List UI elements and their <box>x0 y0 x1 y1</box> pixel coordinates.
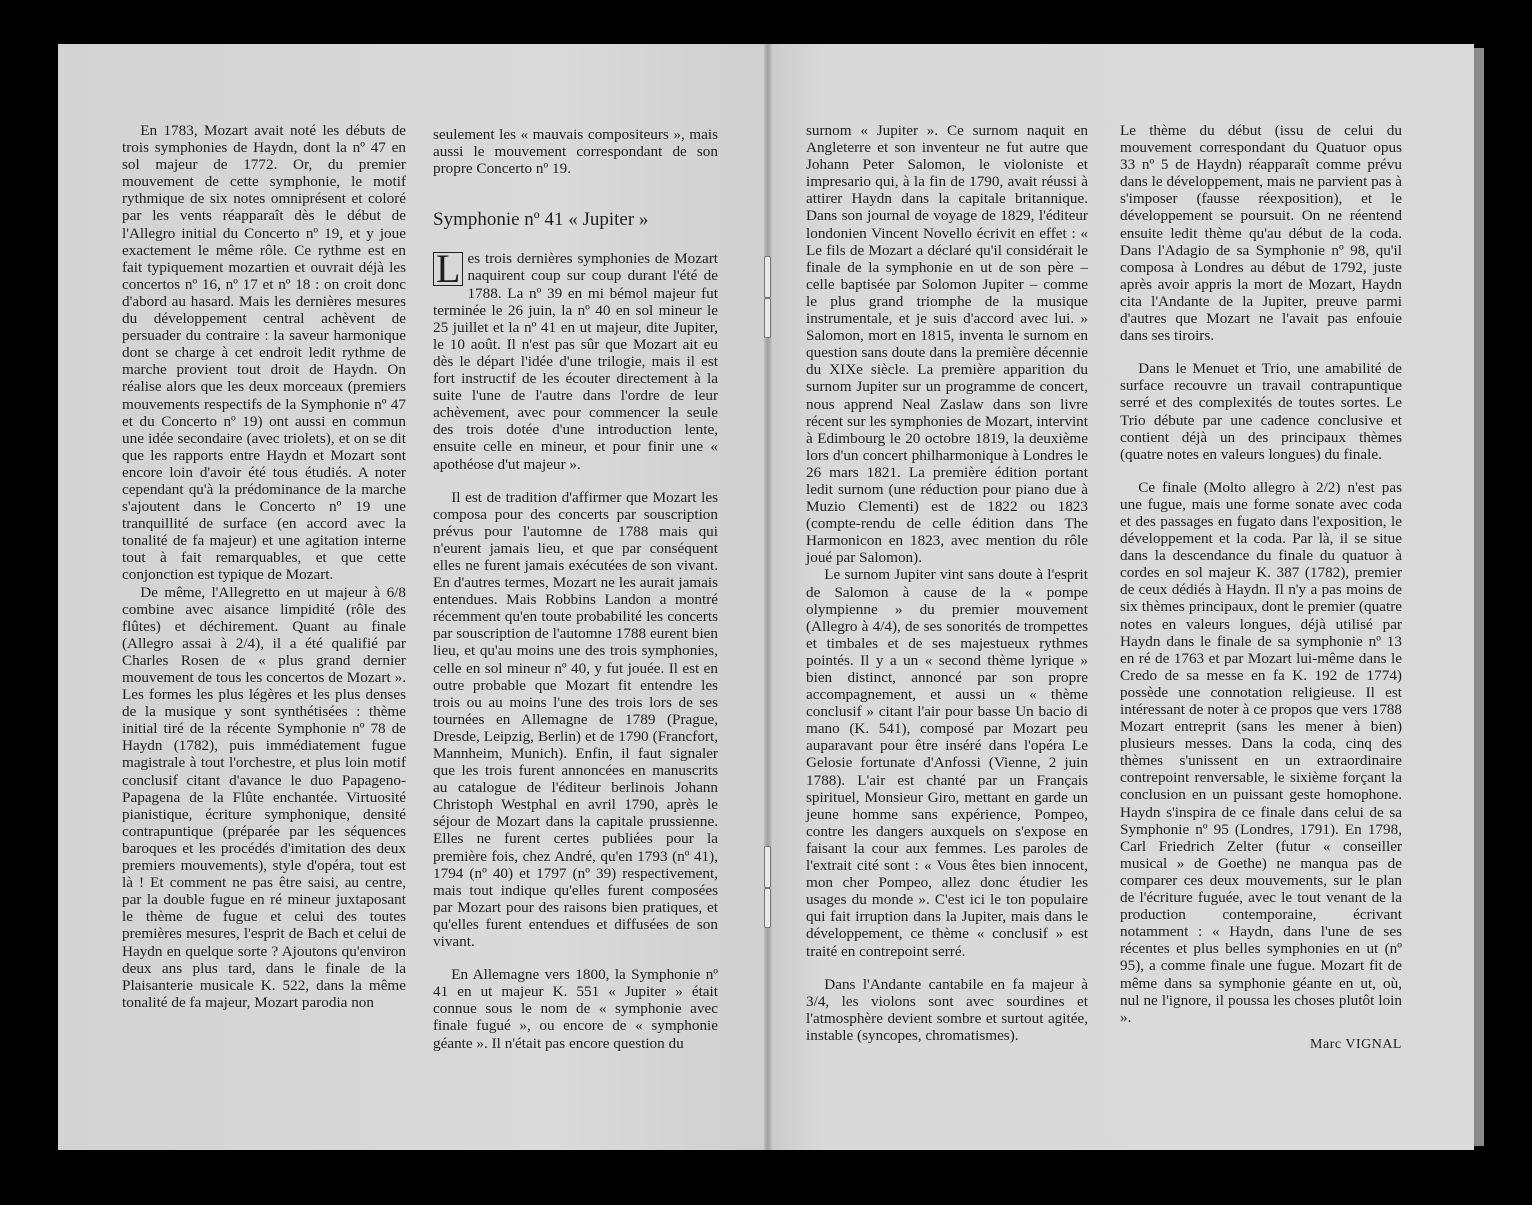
paragraph: surnom « Jupiter ». Ce surnom naquit en Angleterre et son inventeur ne fut autre que Johann Peter Salomon, le violoniste et impresario qui, à la fin de 1790, avait réussi à attirer Haydn dans la capitale britannique. Dans son journal de voyage de 1829, l'éditeur londonien Vincent Novello écrivit en effet : « Le fils de Mozart a déclaré qu'il considérait le finale de la symphonie en ut de son père – celle baptisée par Solomon Jupiter – comme le plus grand triomphe de la musique instrumentale, et je suis d'accord avec lui. » Salomon, mort en 1815, inventa le surnom en question sans doute dans la première décennie du XIXe siècle. La première apparition du surnom Jupiter sur un programme de concert, nous apprend Neal Zaslaw dans son livre récent sur les symphonies de Mozart, intervint à Edimbourg le 20 octobre 1819, la deuxième lors d'un concert philharmonique à Londres le 26 mars 1821. La première édition portant ledit surnom (une réduction pour piano due à Muzio Clementi) est de 1822 ou 1823 (compte-rendu de celle édition dans The Harmonicon en 1823, avec mention du rôle joué par Salomon). <box>806 122 1088 567</box>
drop-cap: L <box>433 252 463 286</box>
paragraph: Il est de tradition d'affirmer que Mozart les composa pour des concerts par souscription prévus pour l'automne de 1788 mais qui n'eurent jamais lieu, et que par conséquent elles ne furent jamais exécutées de son vivant. En d'autres termes, Mozart ne les aurait jamais entendues. Mais Robbins Landon a montré récemment qu'en toute probabilité les concerts par souscription de l'automne 1788 eurent bien lieu, et qu'au moins une des trois symphonies, celle en sol mineur nº 40, y fut jouée. Il est en outre probable que Mozart fit entendre les trois ou au moins l'une des trois lors de ses tournées en Allemagne de 1789 (Prague, Dresde, Leipzig, Berlin) et de 1790 (Francfort, Mannheim, Munich). Enfin, il faut signaler que les trois furent annoncées en manuscrits au catalogue de l'éditeur berlinois Johann Christoph Westphal en avril 1790, après le séjour de Mozart dans la capitale prussienne. Elles ne furent certes publiées pour la première fois, chez André, qu'en 1793 (nº 41), 1794 (nº 40) et 1797 (nº 39) respectivement, mais tout indique qu'elles furent composées par Mozart pour des raisons bien pratiques, et qu'elles furent entendues et diffusées de son vivant. <box>433 488 718 951</box>
column-4 <box>1120 122 1402 1053</box>
paragraph: Le surnom Jupiter vint sans doute à l'esprit de Salomon à cause de la « pompe olympienne » du premier mouvement (Allegro à 4/4), de ses sonorités de trompettes et timbales et de ses majestueux rythmes pointés. Il y a un « second thème lyrique » bien distinct, annoncé par son propre accompagnement, et aussi un « thème conclusif » citant l'air pour basse Un bacio di mano (K. 541), composé par Mozart peu auparavant pour être inséré dans l'opéra Le Gelosie fortunate d'Anfossi (Vienne, 2 juin 1788). L'air est chanté par un Français spirituel, Monsieur Giro, mettant en garde un jeune homme sans expérience, Pompeo, contre les dangers auxquels on s'expose en faisant la cour aux femmes. Les paroles de l'extrait cité sont : « Vous êtes bien innocent, mon cher Pompeo, allez donc étudier les usages du monde ». C'est ici le ton populaire qui fait irruption dans la Jupiter, mais dans le développement, ce thème « conclusif » est traité en contrepoint serré. <box>806 566 1088 960</box>
paragraph: En 1783, Mozart avait noté les débuts de trois symphonies de Haydn, dont la nº 47 en sol majeur de 1772. Or, du premier mouvement de cette symphonie, le motif rythmique de six notes omniprésent et coloré par les vents réapparaît dès le début de l'Allegro initial du Concerto nº 19, et y joue exactement le même rôle. Ce rythme est en fait typiquement mozartien et ouvrait déjà les concertos nº 16, nº 17 et nº 18 : on croit donc d'abord au hasard. Mais les dernières mesures du développement central achèvent de persuader du contraire : la saveur harmonique dont se charge à cet endroit ledit rythme de marche provient tout droit de Haydn. On réalise alors que les deux morceaux (premiers mouvements respectifs de la Symphonie nº 47 et du Concerto nº 19) ont aussi en commun une idée secondaire (avec triolets), et on se dit que les rapports entre Haydn et Mozart sont encore loin d'avoir été tous étudiés. A noter cependant qu'à la prédominance de la marche s'ajoutent dans le Concerto nº 19 une tranquillité de surface (en accord avec la tonalité de fa majeur) et une agitation interne tout à fait remarquables, et que cette conjonction est typique de Mozart. <box>122 122 406 584</box>
column-2 <box>433 126 718 1052</box>
page-edge <box>1474 48 1484 1146</box>
staple-top <box>764 256 771 298</box>
paragraph: Dans l'Andante cantabile en fa majeur à 3/4, les violons sont avec sourdines et l'atmosphère devient sombre et surtout agitée, instable (syncopes, chromatismes). <box>806 975 1088 1044</box>
paragraph: En Allemagne vers 1800, la Symphonie nº 41 en ut majeur K. 551 « Jupiter » était connue sous le nom de « symphonie avec finale fugué », ou encore de « symphonie géante ». Il n'était pas encore question du <box>433 966 718 1052</box>
paragraph: De même, l'Allegretto en ut majeur à 6/8 combine avec aisance limpidité (rôle des flûtes) et déchirement. Quant au finale (Allegro assai à 2/4), il a été qualifié par Charles Rosen de « plus grand dernier mouvement de tous les concertos de Mozart ». Les formes les plus légères et les plus denses de la musique y sont synthétisées : thème initial tiré de la récente Symphonie nº 78 de Haydn (1782), puis immédiatement fugue magistrale à tout l'orchestre, et plus loin motif conclusif citant d'avance le duo Papageno-Papagena de la Flûte enchantée. Virtuosité pianistique, écriture symphonique, densité contrapuntique (préparée par les séquences baroques et les procédés d'imitation des deux premiers mouvements), style d'opéra, tout est là ! Et comment ne pas être saisi, au centre, par la double fugue en ré mineur juxtaposant le thème de fugue et celui des toutes premières mesures, l'esprit de Bach et celui de Haydn en quelque sorte ? Ajoutons qu'environ deux ans plus tard, dans le finale de la Plaisanterie musicale K. 522, dans la même tonalité de fa majeur, Mozart parodia non <box>122 583 406 1011</box>
staple-bottom-lower <box>764 888 771 928</box>
section-heading: Symphonie nº 41 « Jupiter » <box>433 209 649 231</box>
paragraph: seulement les « mauvais compositeurs », mais aussi le mouvement correspondant de son propre Concerto nº 19. <box>433 126 718 178</box>
staple-top-lower <box>764 298 771 338</box>
column-3 <box>806 122 1088 1044</box>
staple-bottom <box>764 846 771 888</box>
paragraph: Ce finale (Molto allegro à 2/2) n'est pas une fugue, mais une forme sonate avec coda et des passages en fugato dans l'exposition, le développement et la coda. Par là, il se situe dans la descendance du finale du quatuor à cordes en sol majeur K. 387 (1782), premier de ceux dédiés à Haydn. Il n'y a pas moins de six thèmes principaux, dont le premier (quatre notes en valeurs longues, déjà utilisé par Haydn dans le finale de sa symphonie nº 13 en ré de 1763 et par Mozart lui-même dans le Credo de sa messe en fa K. 192 de 1774) possède une connotation religieuse. Il est intéressant de noter à ce propos que vers 1788 Mozart entreprit (sans les mener à bien) plusieurs messes. Dans la coda, cinq des thèmes s'unissent en un extraordinaire contrepoint renversable, le sixième forçant la conclusion en un puissant geste homophone. Haydn s'inspira de ce finale dans celui de sa Symphonie nº 95 (Londres, 1791). En 1798, Carl Friedrich Zelter (futur « conseiller musical » de Goethe) ne manqua pas de comparer ces deux mouvements, sur le plan de l'écriture fuguée, avec le tout venant de la production contemporaine, écrivant notamment : « Haydn, dans l'une de ses récentes et plus belles symphonies en ut (nº 95), a comme finale une fugue. Mozart fit de même dans sa symphonie géante en ut, où, nul ne l'ignore, il poussa les choses plutôt loin ». <box>1120 478 1402 1026</box>
paragraph-text: es trois dernières symphonies de Mozart naquirent coup sur coup durant l'été de 1788. La nº 39 en mi bémol majeur fut terminée le 26 juin, la nº 40 en sol mineur le 25 juillet et la nº 41 en ut majeur, dite Jupiter, le 10 août. Il n'est pas sûr que Mozart ait eu dès le départ l'idée d'une trilogie, mais il est fort instructif de les écouter directement à la suite l'une de l'autre dans l'ordre de leur achèvement, avec pour commencer la seule des trois dotée d'une introduction lente, ensuite celle en mineur, et pour finir une « apothéose d'ut majeur ». <box>433 250 718 473</box>
book-gutter <box>764 44 772 1150</box>
paragraph-with-dropcap <box>433 246 718 473</box>
paragraph: Dans le Menuet et Trio, une amabilité de surface recouvre un travail contrapuntique serré et des complexités de toutes sortes. Le Trio débute par une cadence conclusive et contient déjà un des principaux thèmes (quatre notes en valeurs longues) du finale. <box>1120 360 1402 463</box>
author-signature: Marc VIGNAL <box>1310 1036 1402 1052</box>
paragraph: Le thème du début (issu de celui du mouvement correspondant du Quatuor opus 33 nº 5 de Haydn) réapparaît comme prévu dans le développement, mais ne parvient pas à s'imposer (fausse réexposition), et le développement se poursuit. On ne réentend ensuite ledit thème qu'au début de la coda. Dans l'Adagio de sa Symphonie nº 98, qu'il composa à Londres au début de 1792, juste après avoir appris la mort de Mozart, Haydn cita l'Andante de la Jupiter, preuve parmi d'autres que Mozart ne l'avait pas enfouie dans ses tiroirs. <box>1120 122 1402 345</box>
column-1 <box>122 122 406 1011</box>
